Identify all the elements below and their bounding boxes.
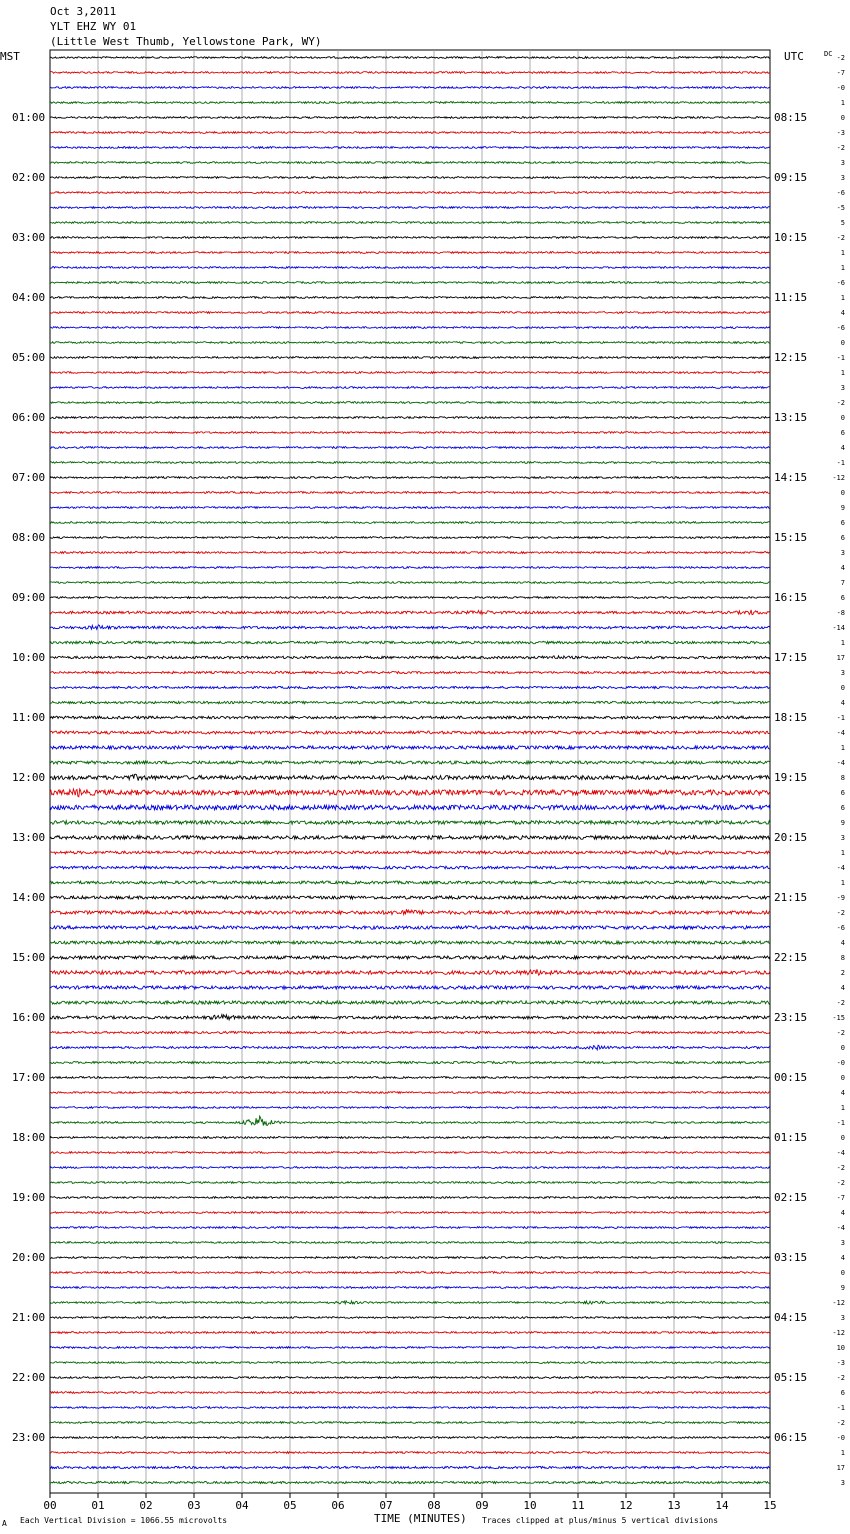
trace-row-22	[50, 372, 770, 374]
dc-offset-value: 3	[840, 158, 845, 167]
trace-row-69	[50, 1077, 770, 1079]
utc-hour-label: 12:15	[774, 350, 808, 364]
dc-offset-value: -0	[836, 1058, 845, 1067]
trace-row-81	[50, 1257, 770, 1259]
trace-row-14	[50, 252, 770, 254]
dc-offset-value: -6	[836, 923, 845, 932]
utc-hour-label: 14:15	[774, 470, 808, 484]
plot-frame	[50, 50, 770, 1493]
trace-row-26	[50, 432, 770, 434]
dc-offset-value: 6	[840, 803, 845, 812]
dc-offset-value: 1	[840, 638, 845, 647]
dc-offset-value: 4	[840, 938, 845, 947]
seismic-traces	[50, 57, 770, 1484]
utc-hour-label: 16:15	[774, 590, 808, 604]
trace-row-5	[50, 117, 770, 119]
trace-row-92	[50, 1422, 770, 1424]
dc-offset-value: -6	[836, 188, 845, 197]
utc-hour-label: 00:15	[774, 1070, 808, 1084]
dc-offset-value: 4	[840, 308, 845, 317]
trace-row-84	[50, 1301, 770, 1304]
mst-hour-label: 23:00	[12, 1430, 46, 1444]
dc-offset-value: -2	[836, 1028, 845, 1037]
trace-row-49	[50, 774, 770, 780]
clip-note: Traces clipped at plus/minus 5 vertical divisions	[482, 1516, 719, 1525]
x-tick-label: 03	[187, 1499, 201, 1512]
dc-offset-value: -2	[836, 1178, 845, 1187]
dc-offset-value: -14	[832, 623, 845, 632]
dc-offset-value: 6	[840, 518, 845, 527]
trace-row-62	[50, 969, 770, 975]
trace-row-6	[50, 132, 770, 134]
dc-offset-value: -7	[836, 68, 845, 77]
dc-offset-value: 17	[836, 653, 845, 662]
mst-hour-label: 06:00	[12, 410, 46, 424]
trace-row-3	[50, 87, 770, 89]
utc-hour-label: 20:15	[774, 830, 808, 844]
trace-row-94	[50, 1452, 770, 1454]
trace-row-63	[50, 986, 770, 989]
dc-offset-value: 3	[840, 173, 845, 182]
trace-row-30	[50, 492, 770, 494]
dc-offset-value: -0	[836, 83, 845, 92]
dc-offset-value: -2	[836, 143, 845, 152]
dc-offset-value: 0	[840, 1073, 845, 1082]
trace-row-40	[50, 641, 770, 644]
mst-hour-label: 10:00	[12, 650, 46, 664]
trace-row-88	[50, 1362, 770, 1364]
trace-row-89	[50, 1377, 770, 1379]
utc-hour-label: 11:15	[774, 290, 808, 304]
trace-row-10	[50, 192, 770, 194]
dc-offset-value: 4	[840, 698, 845, 707]
utc-hour-label: 05:15	[774, 1370, 808, 1384]
trace-row-91	[50, 1407, 770, 1409]
trace-row-33	[50, 537, 770, 539]
trace-row-25	[50, 417, 770, 419]
trace-row-57	[50, 896, 770, 899]
mst-hour-label: 19:00	[12, 1190, 46, 1204]
dc-offset-value: -6	[836, 323, 845, 332]
dc-offset-value: 4	[840, 443, 845, 452]
utc-hour-label: 21:15	[774, 890, 808, 904]
dc-offset-value: 3	[840, 668, 845, 677]
utc-hour-label: 23:15	[774, 1010, 808, 1024]
trace-row-67	[50, 1045, 770, 1050]
trace-row-41	[50, 656, 770, 659]
trace-row-78	[50, 1212, 770, 1214]
trace-row-85	[50, 1317, 770, 1319]
dc-offset-value: -2	[836, 53, 845, 62]
trace-row-1	[50, 57, 770, 59]
dc-offset-value: -2	[836, 1373, 845, 1382]
utc-hour-label: 08:15	[774, 110, 808, 124]
dc-offset-value: 6	[840, 788, 845, 797]
trace-row-72	[50, 1116, 770, 1126]
dc-offset-value: -12	[832, 1328, 845, 1337]
mst-hour-label: 22:00	[12, 1370, 46, 1384]
x-tick-label: 11	[571, 1499, 585, 1512]
dc-offset-value: 0	[840, 1133, 845, 1142]
trace-row-61	[50, 956, 770, 959]
trace-row-66	[50, 1031, 770, 1033]
trace-row-80	[50, 1242, 770, 1244]
dc-offset-header: DC	[824, 50, 833, 58]
x-tick-label: 01	[91, 1499, 105, 1512]
mst-hour-label: 07:00	[12, 470, 46, 484]
utc-hour-label: 22:15	[774, 950, 808, 964]
dc-offset-value: 3	[840, 383, 845, 392]
trace-row-60	[50, 941, 770, 944]
dc-offset-value: -2	[836, 1418, 845, 1427]
trace-row-37	[50, 597, 770, 599]
utc-hour-label: 18:15	[774, 710, 808, 724]
trace-row-75	[50, 1167, 770, 1169]
x-tick-label: 05	[283, 1499, 297, 1512]
trace-row-74	[50, 1152, 770, 1154]
dc-offset-value: -6	[836, 278, 845, 287]
dc-offset-value: 4	[840, 563, 845, 572]
trace-row-11	[50, 207, 770, 209]
dc-offset-value: 3	[840, 1313, 845, 1322]
dc-offset-value: -2	[836, 1163, 845, 1172]
mst-hour-label: 08:00	[12, 530, 46, 544]
utc-hour-label: 13:15	[774, 410, 808, 424]
dc-offset-value: 4	[840, 1253, 845, 1262]
trace-row-38	[50, 610, 770, 615]
utc-hour-label: 19:15	[774, 770, 808, 784]
trace-row-16	[50, 282, 770, 284]
trace-row-93	[50, 1437, 770, 1439]
trace-row-18	[50, 312, 770, 314]
mst-hour-label: 02:00	[12, 170, 46, 184]
dc-offset-value: 1	[840, 878, 845, 887]
x-tick-label: 14	[715, 1499, 729, 1512]
dc-offset-value: -2	[836, 233, 845, 242]
station-location: (Little West Thumb, Yellowstone Park, WY)	[50, 35, 322, 48]
mst-hour-label: 18:00	[12, 1130, 46, 1144]
x-tick-label: 12	[619, 1499, 633, 1512]
trace-row-82	[50, 1272, 770, 1274]
dc-offset-value: -4	[836, 728, 845, 737]
trace-row-77	[50, 1197, 770, 1199]
dc-offset-value: -15	[832, 1013, 845, 1022]
trace-row-50	[50, 789, 770, 797]
trace-row-36	[50, 582, 770, 584]
trace-row-42	[50, 671, 770, 673]
dc-offset-value: 3	[840, 833, 845, 842]
time-axis-ticks	[43, 1493, 776, 1512]
mst-hour-label: 01:00	[12, 110, 46, 124]
mst-hour-label: 13:00	[12, 830, 46, 844]
x-tick-label: 02	[139, 1499, 153, 1512]
dc-offset-value: -1	[836, 1118, 845, 1127]
trace-row-44	[50, 701, 770, 703]
trace-row-87	[50, 1347, 770, 1349]
trace-row-45	[50, 716, 770, 719]
dc-offset-value: -8	[836, 608, 845, 617]
x-tick-label: 00	[43, 1499, 57, 1512]
dc-offset-value: 6	[840, 1388, 845, 1397]
trace-row-70	[50, 1092, 770, 1094]
trace-row-58	[50, 909, 770, 914]
trace-row-32	[50, 522, 770, 524]
trace-row-35	[50, 567, 770, 569]
utc-hour-label: 17:15	[774, 650, 808, 664]
mst-hour-label: 09:00	[12, 590, 46, 604]
x-tick-label: 08	[427, 1499, 441, 1512]
dc-offset-value: -4	[836, 1223, 845, 1232]
dc-offset-value: 1	[840, 98, 845, 107]
dc-offset-value: 9	[840, 503, 845, 512]
dc-offset-value: 1	[840, 293, 845, 302]
minute-gridlines	[98, 50, 722, 1493]
trace-row-24	[50, 402, 770, 404]
dc-offset-value: 17	[836, 1463, 845, 1472]
dc-offset-value: -3	[836, 1358, 845, 1367]
dc-offset-value: -4	[836, 1148, 845, 1157]
trace-row-21	[50, 357, 770, 359]
plot-border	[50, 50, 770, 1493]
trace-row-79	[50, 1227, 770, 1229]
dc-offset-value: 6	[840, 533, 845, 542]
dc-offset-value: -5	[836, 203, 845, 212]
mst-hour-label: 15:00	[12, 950, 46, 964]
trace-row-20	[50, 342, 770, 344]
dc-offset-value: 8	[840, 773, 845, 782]
trace-row-43	[50, 686, 770, 688]
dc-offset-value: -12	[832, 1298, 845, 1307]
mst-axis-label: MST	[0, 50, 20, 63]
mst-hour-label: 16:00	[12, 1010, 46, 1024]
dc-offset-value: -2	[836, 908, 845, 917]
dc-offset-value: 1	[840, 368, 845, 377]
dc-offset-value: 1	[840, 263, 845, 272]
trace-row-47	[50, 746, 770, 749]
dc-offset-value: 3	[840, 548, 845, 557]
dc-offset-value: 1	[840, 743, 845, 752]
dc-offset-value: -12	[832, 473, 845, 482]
trace-row-8	[50, 162, 770, 164]
trace-row-27	[50, 447, 770, 449]
dc-offset-value: -2	[836, 998, 845, 1007]
dc-offset-value: -1	[836, 1403, 845, 1412]
dc-offset-value: 10	[836, 1343, 845, 1352]
dc-offset-value: 7	[840, 578, 845, 587]
dc-offset-value: -2	[836, 398, 845, 407]
mst-hour-label: 21:00	[12, 1310, 46, 1324]
trace-row-51	[50, 805, 770, 810]
dc-offset-value: 9	[840, 1283, 845, 1292]
trace-row-9	[50, 177, 770, 179]
dc-offset-value: -7	[836, 1193, 845, 1202]
trace-row-19	[50, 327, 770, 329]
x-tick-label: 13	[667, 1499, 681, 1512]
dc-offset-value: -4	[836, 758, 845, 767]
utc-hour-label: 09:15	[774, 170, 808, 184]
trace-row-4	[50, 102, 770, 104]
trace-row-59	[50, 926, 770, 929]
dc-offset-value: 2	[840, 968, 845, 977]
trace-row-96	[50, 1481, 770, 1483]
dc-offset-value: 6	[840, 593, 845, 602]
trace-row-53	[50, 836, 770, 840]
trace-row-71	[50, 1107, 770, 1109]
dc-offset-value: 0	[840, 413, 845, 422]
trace-row-13	[50, 237, 770, 239]
trace-row-95	[50, 1466, 770, 1468]
dc-offset-value: 1	[840, 248, 845, 257]
utc-hour-label: 06:15	[774, 1430, 808, 1444]
mst-hour-label: 11:00	[12, 710, 46, 724]
utc-hour-label: 10:15	[774, 230, 808, 244]
mst-hour-label: 04:00	[12, 290, 46, 304]
trace-row-28	[50, 462, 770, 464]
trace-row-29	[50, 477, 770, 479]
trace-row-7	[50, 147, 770, 149]
trace-row-90	[50, 1392, 770, 1394]
utc-axis-label: UTC	[784, 50, 804, 63]
trace-row-73	[50, 1137, 770, 1139]
dc-offset-value: 9	[840, 818, 845, 827]
trace-row-55	[50, 866, 770, 869]
trace-row-52	[50, 821, 770, 825]
trace-row-15	[50, 267, 770, 269]
dc-offset-value: -1	[836, 713, 845, 722]
dc-offset-value: -9	[836, 893, 845, 902]
dc-offset-value: 3	[840, 1238, 845, 1247]
trace-row-2	[50, 72, 770, 74]
dc-offset-value: 4	[840, 983, 845, 992]
trace-row-48	[50, 761, 770, 764]
trace-row-83	[50, 1287, 770, 1289]
station-code: YLT EHZ WY 01	[50, 20, 137, 33]
trace-row-31	[50, 507, 770, 509]
mst-hour-label: 05:00	[12, 350, 46, 364]
x-tick-label: 10	[523, 1499, 537, 1512]
mst-hour-label: 17:00	[12, 1070, 46, 1084]
trace-row-86	[50, 1332, 770, 1334]
x-tick-label: 07	[379, 1499, 393, 1512]
trace-row-34	[50, 552, 770, 554]
trace-row-56	[50, 881, 770, 884]
dc-offset-value: 1	[840, 1448, 845, 1457]
trace-row-65	[50, 1014, 770, 1019]
utc-hour-label: 04:15	[774, 1310, 808, 1324]
utc-hour-label: 01:15	[774, 1130, 808, 1144]
dc-offset-value: 4	[840, 1088, 845, 1097]
record-date: Oct 3,2011	[50, 5, 117, 18]
mst-hour-label: 03:00	[12, 230, 46, 244]
dc-offset-value: 1	[840, 1103, 845, 1112]
dc-offset-value: 8	[840, 953, 845, 962]
trace-row-17	[50, 297, 770, 299]
dc-offset-value: 0	[840, 338, 845, 347]
x-tick-label: 15	[763, 1499, 777, 1512]
dc-offset-value: 4	[840, 1208, 845, 1217]
dc-offset-value: 0	[840, 1268, 845, 1277]
trace-row-12	[50, 222, 770, 224]
dc-offset-value: 3	[840, 1478, 845, 1487]
dc-offset-value: 6	[840, 428, 845, 437]
dc-offset-value: -4	[836, 863, 845, 872]
mst-hour-label: 14:00	[12, 890, 46, 904]
trace-row-64	[50, 1001, 770, 1004]
dc-offset-value: 0	[840, 488, 845, 497]
utc-hour-label: 02:15	[774, 1190, 808, 1204]
mst-hour-label: 20:00	[12, 1250, 46, 1264]
dc-offset-value: -1	[836, 458, 845, 467]
mst-hour-label: 12:00	[12, 770, 46, 784]
x-tick-label: 04	[235, 1499, 249, 1512]
dc-offset-value: -1	[836, 353, 845, 362]
trace-row-23	[50, 387, 770, 389]
dc-offset-value: 1	[840, 848, 845, 857]
dc-offset-value: -0	[836, 1433, 845, 1442]
utc-hour-label: 03:15	[774, 1250, 808, 1264]
dc-offset-value: 0	[840, 113, 845, 122]
trace-row-54	[50, 851, 770, 855]
corner-mark: A	[2, 1519, 7, 1528]
x-tick-label: 09	[475, 1499, 489, 1512]
trace-row-76	[50, 1182, 770, 1184]
trace-row-39	[50, 625, 770, 629]
time-axis-title: TIME (MINUTES)	[374, 1512, 467, 1525]
dc-offset-value: 5	[840, 218, 845, 227]
x-tick-label: 06	[331, 1499, 345, 1512]
dc-offset-value: 0	[840, 1043, 845, 1052]
scale-note: Each Vertical Division = 1066.55 microvolts	[20, 1516, 228, 1525]
dc-offset-value: -3	[836, 128, 845, 137]
dc-offset-value: 0	[840, 683, 845, 692]
utc-hour-label: 15:15	[774, 530, 808, 544]
trace-row-46	[50, 731, 770, 734]
trace-row-68	[50, 1061, 770, 1063]
